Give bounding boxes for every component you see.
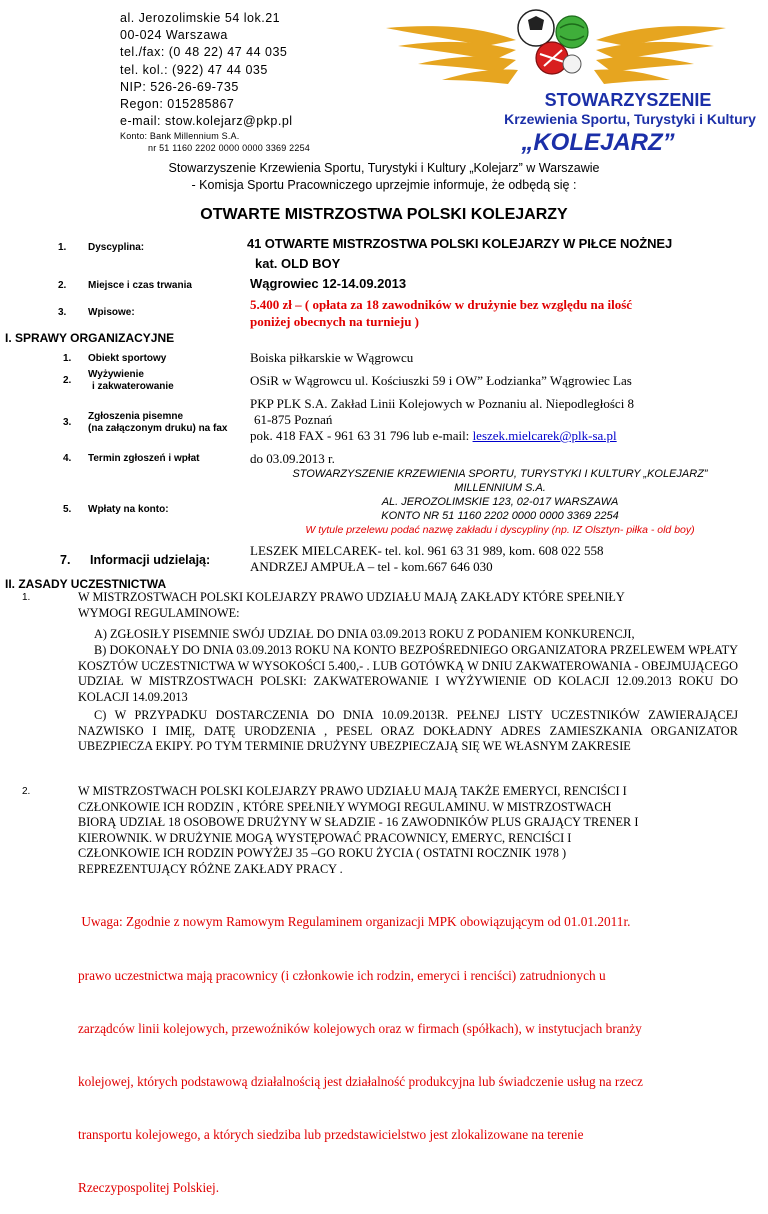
paragraph-c: C) W PRZYPADKU DOSTARCZENIA DO DNIA 10.09.2013R. PEŁNEJ LISTY UCZESTNIKÓW ZAWIERAJĄCEJ NAZWISKO I IMIĘ, DATĘ URODZENIA , PESEL ORAZ DOKŁADNY ADRES ZAMIESZKANIA ORGANIZATOR UBEZPIECZA EKIPY. PO TYM TERMINIE DRUŻYNY UBEZPIECZAJĄ SIĘ WE WŁASNYM ZAKRESIE (78, 708, 738, 754)
intro (0, 160, 768, 194)
paragraph-b: B) DOKONAŁY DO DNIA 03.09.2013 ROKU NA KONTO BEZPOŚREDNIEGO ORGANIZATORA PRZELEWEM WPŁATY KOSZTÓW UCZESTNICTWA W WYSOKOŚCI 5.400,- . LUB GOTÓWKĄ W DNIU ZAKWATEROWANIA - OBEJMUJĄCEGO UDZIAŁ W MISTRZOSTWACH POLSKI: ZAKWATEROWANIE I WYŻYWIENIE OD KOLACJI 12.09.2013 ROKU DO KOLACJI 14.09.2013 (78, 643, 738, 704)
paragraph-2 (78, 784, 638, 878)
eligibility-note (78, 878, 643, 1214)
kolejarz-logo (376, 6, 756, 158)
paragraph-line: CZŁONKOWIE ICH RODZIN , KTÓRE SPEŁNIŁY WYMOGI REGULAMINU. W MISTRZOSTWACH (78, 799, 612, 814)
fee-line1: 5.400 zł – ( opłata za 18 zawodników w drużynie bez względu na ilość (250, 297, 633, 312)
row-label (88, 369, 174, 393)
row-number: 7. (60, 553, 71, 567)
item-number: 3. (58, 307, 67, 318)
paragraph-line: W MISTRZOSTWACH POLSKI KOLEJARZY PRAWO UDZIAŁU MAJĄ ZAKŁADY KTÓRE SPEŁNIŁY (78, 590, 625, 604)
contact-line: LESZEK MIELCAREK- tel. kol. 961 63 31 989, kom. 608 022 558 (250, 543, 604, 558)
row-label-line: Zgłoszenia pisemne (88, 411, 184, 422)
paragraph-line: WYMOGI REGULAMINOWE: (78, 605, 240, 620)
logo-line2: Krzewienia Sportu, Turystyki i Kultury (504, 111, 756, 127)
row-value-line: PKP PLK S.A. Zakład Linii Kolejowych w Poznaniu al. Niepodległości 8 (250, 396, 635, 411)
row-label-line: (na załączonym druku) na fax (88, 423, 228, 434)
row-value-line (250, 428, 634, 444)
note-line: zarządców linii kolejowych, przewoźników kolejowych oraz w firmach (spółkach), w instytucjach branży (78, 1020, 642, 1036)
row-number: 5. (63, 504, 72, 515)
row-label-line: i zakwaterowanie (92, 381, 174, 392)
page-title: OTWARTE MISTRZOSTWA POLSKI KOLEJARZY (200, 206, 568, 223)
item-label: Wpisowe: (88, 307, 135, 318)
bank-detail-line: KONTO NR 51 1160 2202 0000 0000 3369 2254 (381, 510, 619, 522)
row-label (88, 411, 227, 435)
logo-line1: STOWARZYSZENIE (544, 90, 712, 110)
paragraph-line: KIEROWNIK. W DRUŻYNIE MOGĄ WYSTĘPOWAĆ PRACOWNICY, EMERYC, RENCIŚCI I (78, 830, 572, 845)
bank-detail-line: AL. JEROZOLIMSKIE 123, 02-017 WARSZAWA (381, 496, 619, 508)
paragraph-line: REPREZENTUJĄCY RÓŻNE ZAKŁADY PRACY . (78, 861, 343, 876)
logo-line3: „KOLEJARZ” (521, 129, 675, 156)
row-number: 3. (63, 417, 72, 428)
row-value: do 03.09.2013 r. (250, 451, 335, 466)
row-label: Wpłaty na konto: (88, 504, 169, 515)
address-line: e-mail: stow.kolejarz@pkp.pl (120, 114, 293, 129)
paragraph-a: A) ZGŁOSIŁY PISEMNIE SWÓJ UDZIAŁ DO DNIA 03.09.2013 ROKU Z PODANIEM KONKURENCJI, (94, 627, 635, 641)
item-number: 1. (58, 242, 67, 253)
bank-line: Konto: Bank Millennium S.A. (120, 131, 240, 142)
row-number: 2. (63, 375, 72, 386)
address-line: tel. kol.: (922) 47 44 035 (120, 62, 268, 77)
paragraph-line: W MISTRZOSTWACH POLSKI KOLEJARZY PRAWO UDZIAŁU MAJĄ TAKŻE EMERYCI, RENCIŚCI I (78, 784, 627, 798)
row-label: Obiekt sportowy (88, 353, 167, 364)
address-line: tel./fax: (0 48 22) 47 44 035 (120, 45, 288, 60)
row-value: Boiska piłkarskie w Wągrowcu (250, 350, 414, 365)
email-link[interactable]: leszek.mielcarek@plk-sa.pl (472, 428, 617, 443)
fee-value (250, 296, 632, 330)
paragraph-line: BIORĄ UDZIAŁ 18 OSOBOWE DRUŻYNY W SŁADZIE - 16 ZAWODNIKÓW PLUS GRAJĄCY TRENER I (78, 815, 639, 830)
letterhead-address (120, 10, 310, 154)
bank-details (240, 467, 760, 537)
note-line: kolejowej, których podstawową działalnością jest działalność produkcyjna lub świadczenie usług na rzecz (78, 1073, 643, 1089)
place-date-value: Wągrowiec 12-14.09.2013 (250, 276, 407, 291)
transfer-note: W tytule przelewu podać nazwę zakładu i dyscypliny (np. IZ Olsztyn- piłka - old boy) (305, 524, 695, 536)
row-value (250, 396, 634, 444)
contact-info (250, 543, 604, 575)
paragraph-line: CZŁONKOWIE ICH RODZIN POWYŻEJ 35 –GO ROKU ŻYCIA ( OSTATNI ROCZNIK 1978 ) (78, 846, 567, 861)
bank-account-line: nr 51 1160 2202 0000 0000 3369 2254 (148, 143, 310, 154)
note-line: transportu kolejowego, a których siedziba lub przedstawicielstwo jest zlokalizowane na terenie (78, 1126, 584, 1142)
item-label: Dyscyplina: (88, 242, 145, 253)
row-number: 4. (63, 453, 72, 464)
row-label: Termin zgłoszeń i wpłat (88, 453, 200, 464)
bank-detail-line: STOWARZYSZENIE KRZEWIENIA SPORTU, TURYSTYKI I KULTURY „KOLEJARZ” (292, 468, 708, 480)
section-heading: I. SPRAWY ORGANIZACYJNE (5, 331, 175, 345)
row-number: 1. (63, 353, 72, 364)
paragraph-1 (78, 590, 625, 621)
address-line: 00-024 Warszawa (120, 28, 228, 43)
row-value-line: 61-875 Poznań (254, 412, 333, 427)
row-label: Informacji udzielają: (90, 553, 211, 567)
fax-text: pok. 418 FAX - 961 63 31 796 lub e-mail: (250, 428, 473, 443)
note-line: Rzeczypospolitej Polskiej. (78, 1179, 220, 1195)
address-line: NIP: 526-26-69-735 (120, 79, 239, 94)
address-line: Regon: 015285867 (120, 97, 235, 112)
item-label: Miejsce i czas trwania (88, 280, 192, 291)
row-label-line: Wyżywienie (88, 369, 144, 380)
intro-line1: Stowarzyszenie Krzewienia Sportu, Turystyki i Kultury „Kolejarz” w Warszawie (168, 161, 600, 175)
bank-detail-line: MILLENNIUM S.A. (454, 482, 546, 494)
intro-line2: - Komisja Sportu Pracowniczego uprzejmie informuje, że odbędą się : (191, 178, 577, 192)
category-value: kat. OLD BOY (255, 256, 341, 271)
item-number: 2. (58, 280, 67, 291)
paragraph-number: 2. (22, 786, 31, 797)
contact-line: ANDRZEJ AMPUŁA – tel - kom.667 646 030 (250, 559, 493, 574)
note-line: prawo uczestnictwa mają pracownicy (i członkowie ich rodzin, emeryci i renciści) zatrudnionych u (78, 967, 606, 983)
section-heading: II. ZASADY UCZESTNICTWA (5, 577, 167, 591)
discipline-value: 41 OTWARTE MISTRZOSTWA POLSKI KOLEJARZY W PIŁCE NOŻNEJ (247, 236, 673, 251)
address-line: al. Jerozolimskie 54 lok.21 (120, 11, 281, 25)
note-line: Uwaga: Zgodnie z nowym Ramowym Regulaminem organizacji MPK obowiązującym od 01.01.2011r. (78, 914, 631, 930)
paragraph-number: 1. (22, 592, 31, 603)
row-value: OSiR w Wągrowcu ul. Kościuszki 59 i OW” Łodzianka” Wągrowiec Las (250, 373, 632, 388)
fee-line2: poniżej obecnych na turnieju ) (250, 314, 419, 329)
